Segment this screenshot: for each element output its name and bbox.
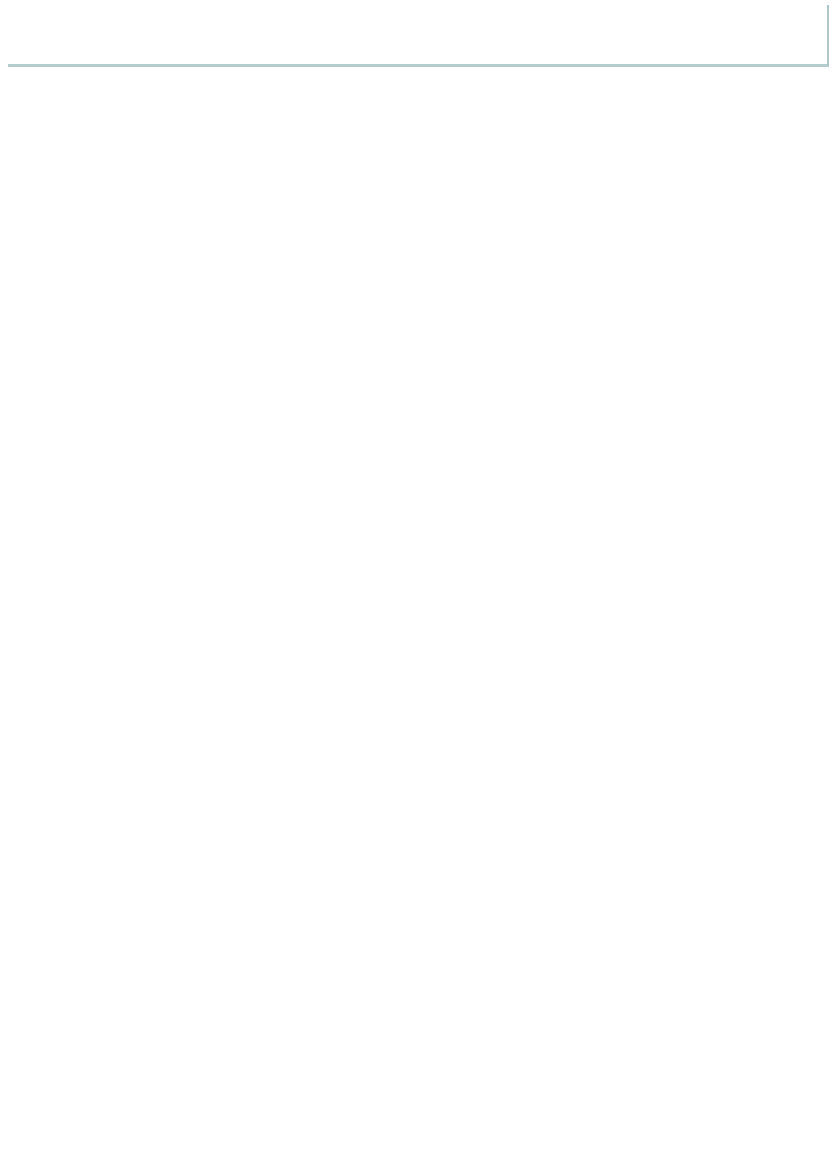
notice-header-bar (8, 5, 829, 67)
purchase-notice-panel (0, 0, 837, 67)
